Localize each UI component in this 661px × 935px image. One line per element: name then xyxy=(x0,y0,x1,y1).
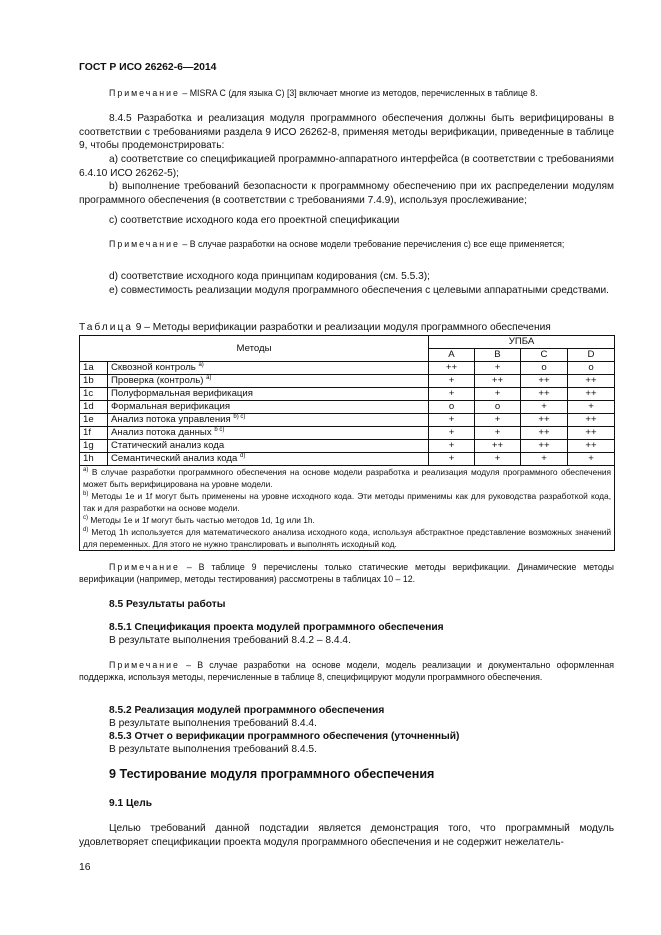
note-label: Примечание xyxy=(109,562,180,572)
table-row xyxy=(80,375,615,388)
method-name: Статический анализ кода xyxy=(108,440,429,453)
method-id: 1h xyxy=(80,453,108,466)
rating-c: o xyxy=(521,362,568,375)
rating-d: ++ xyxy=(568,414,615,427)
section-91-title: 9.1 Цель xyxy=(109,798,152,809)
rating-a: o xyxy=(429,401,475,414)
note-label: Примечание xyxy=(109,88,180,98)
rating-c: ++ xyxy=(521,414,568,427)
footnote: $^{d)}$ Метод 1h используется для математического анализа исходного кода, используя абстрактное представление возможных значений для переменных. Для этого не нужно транслировать и выполнять исходный код. xyxy=(83,527,612,549)
method-name: Проверка (контроль) $^{а)}$ xyxy=(108,375,429,388)
rating-b: o xyxy=(475,401,521,414)
rating-b: + xyxy=(475,362,521,375)
rating-a: + xyxy=(429,440,475,453)
list-item-e: e) совместимость реализации модуля программного обеспечения с целевыми аппаратными средствами. xyxy=(109,285,609,296)
table-footnotes-row xyxy=(80,466,615,551)
note-text: – В случае разработки на основе модели, модель реализации и документально оформленная поддержка, используя методы, перечисленные в таблице 8, специфицируют модули программного обеспечения. xyxy=(79,660,614,682)
method-id: 1e xyxy=(80,414,108,427)
section-91-text: Целью требований данной подстадии является демонстрация того, что программный модуль удовлетворяет спецификации проекта модуля программного обеспечения и не содержит нежелатель- xyxy=(79,823,614,848)
level-a: A xyxy=(429,349,475,362)
method-id: 1f xyxy=(80,427,108,440)
method-id: 1a xyxy=(80,362,108,375)
note-text: – MISRA C (для языка C) [3] включает многие из методов, перечисленных в таблице 8. xyxy=(182,88,538,98)
verification-methods-table xyxy=(79,335,615,551)
table-row xyxy=(80,401,615,414)
table-row xyxy=(80,362,615,375)
page-number: 16 xyxy=(79,862,91,873)
list-item-d: d) соответствие исходного кода принципам кодирования (см. 5.5.3); xyxy=(109,271,430,282)
section-85-title: 8.5 Результаты работы xyxy=(109,599,226,610)
level-c: C xyxy=(521,349,568,362)
note-static-methods xyxy=(79,561,614,585)
table-row xyxy=(80,388,615,401)
rating-c: ++ xyxy=(521,388,568,401)
paragraph-845-intro: 8.4.5 Разработка и реализация модуля программного обеспечения должны быть верифицированы в соответствии с требованиями раздела 9 ИСО 26262-8, применяя методы верификации, приведенные в таблице 9, чтобы продемонстрировать: xyxy=(79,113,614,151)
rating-c: ++ xyxy=(521,440,568,453)
rating-b: + xyxy=(475,388,521,401)
table-header-row xyxy=(80,336,615,349)
rating-a: + xyxy=(429,427,475,440)
rating-a: + xyxy=(429,388,475,401)
section-852-text: В результате выполнения требований 8.4.4. xyxy=(109,718,317,729)
rating-d: ++ xyxy=(568,440,615,453)
list-item-a: a) соответствие со спецификацией программно-аппаратного интерфейса (в соответствии с требованиями 6.4.10 ИСО 26262-5); xyxy=(79,154,614,179)
rating-a: + xyxy=(429,414,475,427)
rating-b: + xyxy=(475,414,521,427)
rating-b: + xyxy=(475,453,521,466)
col-methods: Методы xyxy=(80,336,429,362)
section-852-title: 8.5.2 Реализация модулей программного обеспечения xyxy=(109,705,385,716)
list-item-c: c) соответствие исходного кода его проектной спецификации xyxy=(109,215,400,226)
table-caption-text: 9 – Методы верификации разработки и реализации модуля программного обеспечения xyxy=(135,322,551,333)
footnote: $^{c)}$ Методы 1e и 1f могут быть частью методов 1d, 1g или 1h. xyxy=(83,515,315,525)
method-name: Сквозной контроль $^{а)}$ xyxy=(108,362,429,375)
table-footnotes xyxy=(80,466,615,551)
method-name: Формальная верификация xyxy=(108,401,429,414)
section-851-title: 8.5.1 Спецификация проекта модулей программного обеспечения xyxy=(109,622,444,633)
rating-a: ++ xyxy=(429,362,475,375)
note-text: – В таблице 9 перечислены только статические методы верификации. Динамические методы верификации (например, методы тестирования) рассмотрены в таблицах 10 – 12. xyxy=(79,562,614,584)
rating-a: + xyxy=(429,453,475,466)
level-b: B xyxy=(475,349,521,362)
section-853-text: В результате выполнения требований 8.4.5. xyxy=(109,744,317,755)
table-row xyxy=(80,427,615,440)
rating-d: ++ xyxy=(568,388,615,401)
rating-d: + xyxy=(568,453,615,466)
note-model-based xyxy=(79,238,614,250)
method-name: Анализ потока данных $^{b c)}$ xyxy=(108,427,429,440)
method-name: Семантический анализ кода $^{d)}$ xyxy=(108,453,429,466)
note-label: Примечание xyxy=(109,239,180,249)
section-851-text: В результате выполнения требований 8.4.2 – 8.4.4. xyxy=(109,635,351,646)
rating-d: o xyxy=(568,362,615,375)
rating-c: ++ xyxy=(521,427,568,440)
note-text: – В случае разработки на основе модели требование перечисления с) все еще применяется; xyxy=(182,239,565,249)
table-row xyxy=(80,453,615,466)
table-row xyxy=(80,440,615,453)
rating-d: ++ xyxy=(568,427,615,440)
list-item-b: b) выполнение требований безопасности к программному обеспечению при их распределении модулям программного обеспечения (в соответствии с требованиями 7.4.9), используя прослеживание; xyxy=(79,181,614,206)
rating-b: ++ xyxy=(475,375,521,388)
rating-c: ++ xyxy=(521,375,568,388)
method-id: 1g xyxy=(80,440,108,453)
table-caption xyxy=(79,322,551,333)
footnote: $^{b)}$ Методы 1e и 1f могут быть применены на уровне исходного кода. Эти методы применимы как для руководства разработкой кода, так и для разработки на основе модели. xyxy=(83,491,612,513)
method-name: Полуформальная верификация xyxy=(108,388,429,401)
method-id: 1d xyxy=(80,401,108,414)
section-853-title: 8.5.3 Отчет о верификации программного обеспечения (уточненный) xyxy=(109,731,460,742)
rating-c: + xyxy=(521,401,568,414)
rating-b: ++ xyxy=(475,440,521,453)
note-label: Примечание xyxy=(109,660,180,670)
footnote: $^{а)}$ В случае разработки программного обеспечения на основе модели разработка и реализация модуля программного обеспечения может быть верифицирована на уровне модели. xyxy=(83,467,612,489)
rating-c: + xyxy=(521,453,568,466)
method-id: 1b xyxy=(80,375,108,388)
table-caption-label: Таблица xyxy=(79,322,133,333)
rating-d: + xyxy=(568,401,615,414)
method-id: 1c xyxy=(80,388,108,401)
document-header: ГОСТ Р ИСО 26262-6—2014 xyxy=(79,62,217,73)
method-name: Анализ потока управления $^{b) c)}$ xyxy=(108,414,429,427)
rating-d: ++ xyxy=(568,375,615,388)
col-upba: УПБА xyxy=(429,336,615,349)
note-model-implementation xyxy=(79,659,614,683)
section-9-title: 9 Тестирование модуля программного обеспечения xyxy=(109,767,435,781)
note-misra xyxy=(79,87,614,99)
table-row xyxy=(80,414,615,427)
rating-b: + xyxy=(475,427,521,440)
rating-a: + xyxy=(429,375,475,388)
level-d: D xyxy=(568,349,615,362)
